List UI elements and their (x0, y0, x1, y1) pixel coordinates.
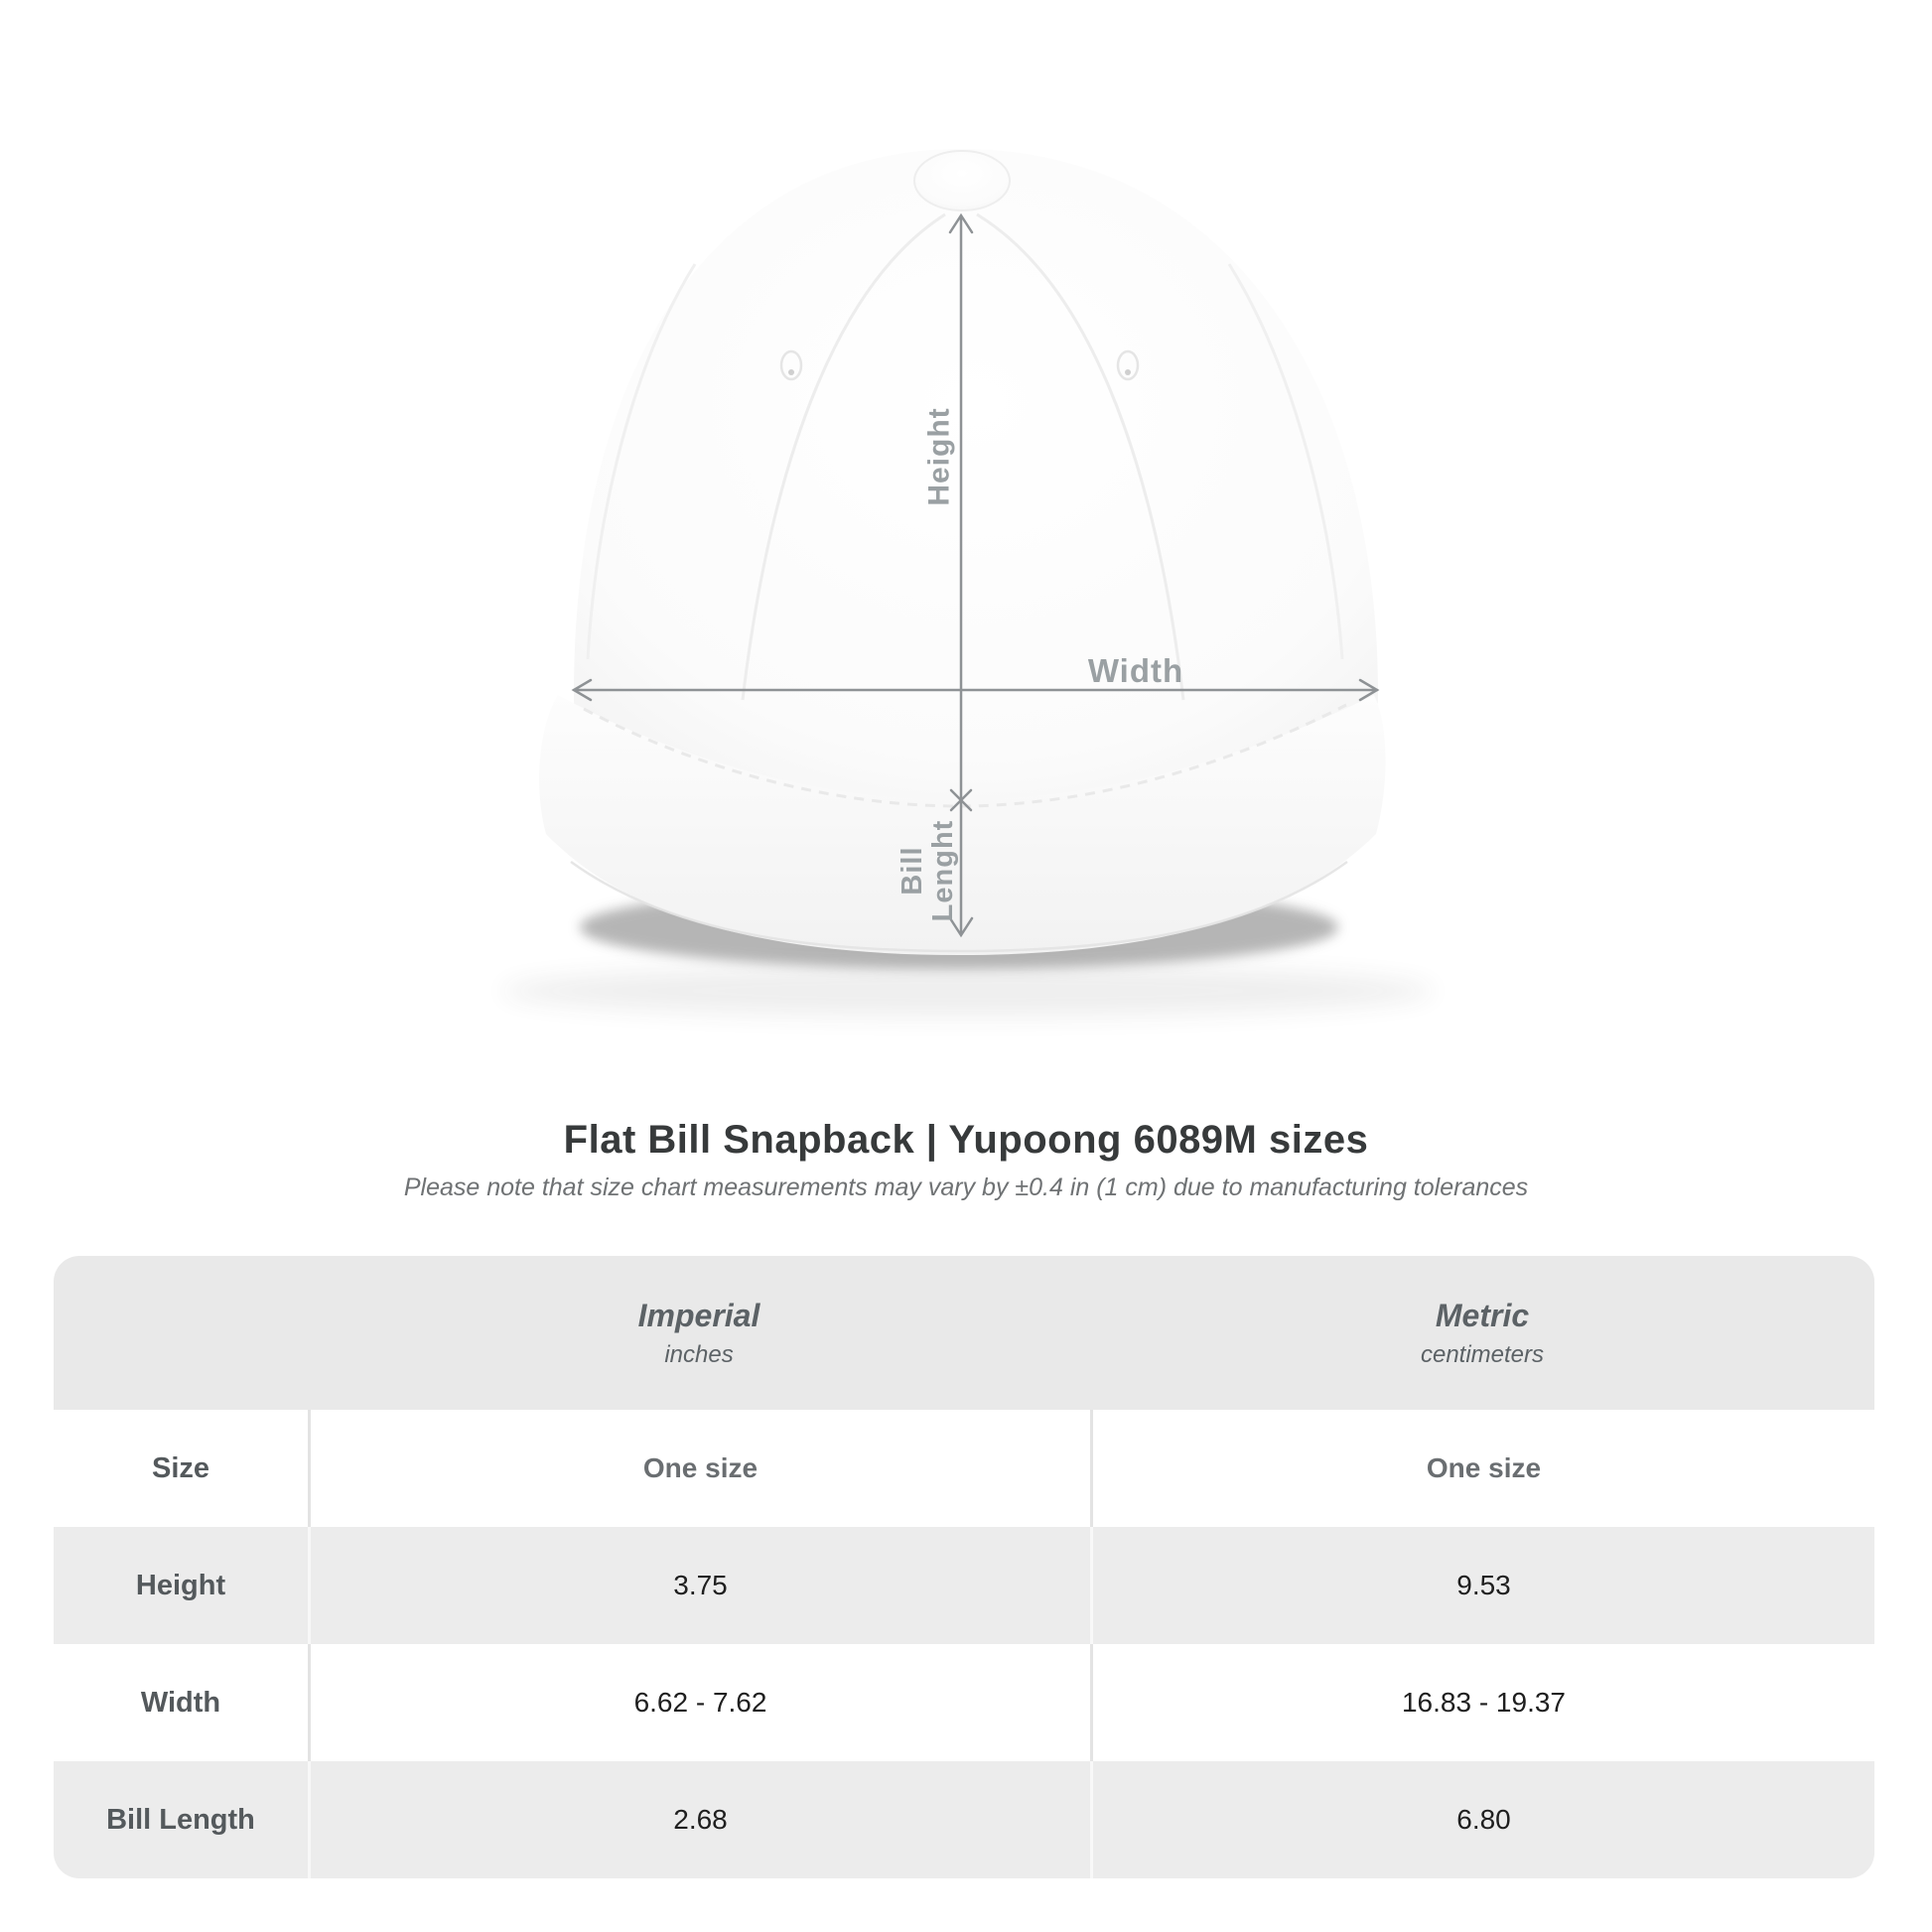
column-header-unit: centimeters (1420, 1340, 1545, 1368)
table-row-size (54, 1410, 1874, 1527)
tolerance-note: Please note that size chart measurements may vary by ±0.4 in (1 cm) due to manufacturing tolerances (403, 1173, 1529, 1201)
bill-length-label-line1: Bill (897, 846, 928, 896)
imperial-value: 3.75 (308, 1527, 1090, 1644)
column-header-imperial (308, 1298, 1090, 1369)
eyelet-right (1118, 351, 1138, 379)
row-label: Height (135, 1569, 226, 1601)
imperial-value: 6.62 - 7.62 (308, 1644, 1090, 1761)
metric-value: One size (1090, 1410, 1874, 1527)
metric-value: 16.83 - 19.37 (1090, 1644, 1874, 1761)
metric-value: 9.53 (1090, 1527, 1874, 1644)
crown-button (914, 151, 1010, 210)
table-row-bill-length (54, 1761, 1874, 1878)
width-dimension-label: Width (1087, 652, 1184, 689)
table-row-width (54, 1644, 1874, 1761)
page-title: Flat Bill Snapback | Yupoong 6089M sizes (563, 1118, 1369, 1162)
row-label: Width (140, 1686, 221, 1719)
hat-crown (574, 149, 1378, 818)
column-header-label: Imperial (637, 1297, 760, 1333)
imperial-value: 2.68 (308, 1761, 1090, 1878)
row-label: Size (151, 1451, 210, 1484)
table-header (54, 1256, 1874, 1410)
table-row-height (54, 1527, 1874, 1644)
bill-length-label-line2: Lenght (927, 819, 959, 922)
column-header-label: Metric (1435, 1297, 1530, 1333)
imperial-value: One size (308, 1410, 1090, 1527)
eyelet-left (781, 351, 801, 379)
row-label: Bill Length (106, 1803, 255, 1836)
height-dimension-label: Height (922, 407, 956, 506)
ground-shadow (501, 965, 1435, 1017)
size-table (54, 1256, 1874, 1878)
heading-block (0, 1118, 1932, 1202)
column-header-metric (1090, 1298, 1874, 1369)
metric-value: 6.80 (1090, 1761, 1874, 1878)
column-header-unit: inches (664, 1340, 734, 1368)
